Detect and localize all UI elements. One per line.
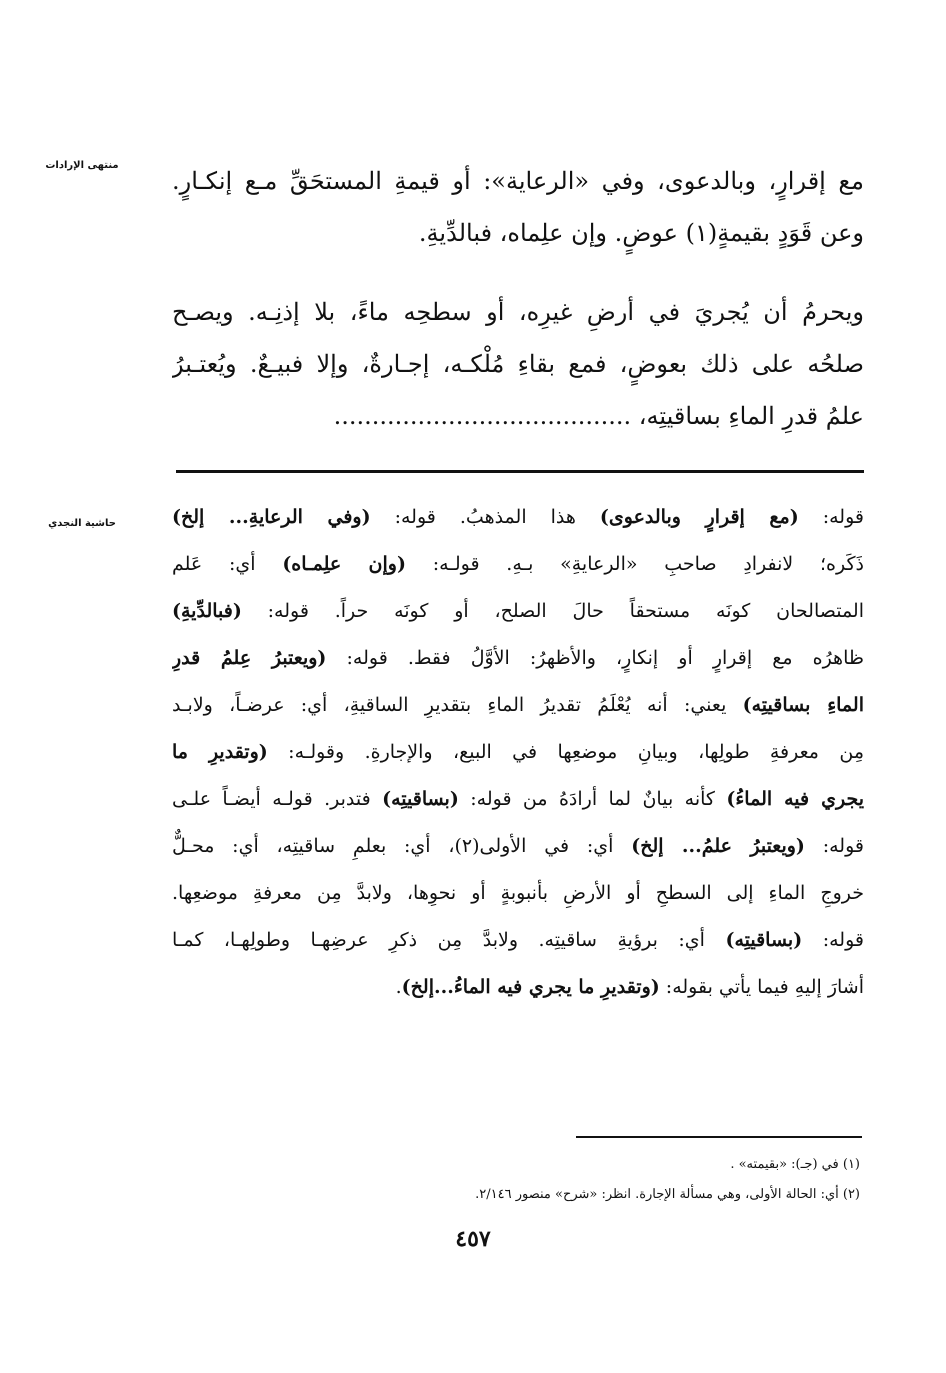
commentary-text: أي: في الأولى(٢)، أي: بعلمِ ساقيتِه، أي: محـلٌّ — [172, 835, 632, 857]
footnote-divider — [576, 1136, 862, 1138]
quoted-matn-phrase: الماءِ بساقيتِه) — [742, 694, 864, 716]
hashiya-line — [172, 870, 864, 917]
side-label-main-title: منتهى الإرادات — [45, 160, 119, 171]
footnote-2: (٢) أي: الحالة الأولى، وهي مسألة الإجارة. انظر: «شرح» منصور ٢/١٤٦. — [475, 1187, 860, 1202]
quoted-matn-phrase: (وإن علِمـاه) — [282, 553, 406, 575]
commentary-text: قوله: — [798, 506, 864, 528]
footnote-1: (١) في (جـ): «بقيمته» . — [730, 1157, 860, 1172]
commentary-text: ظاهرُه مع إقرارٍ أو إنكارٍ، والأظهرُ: الأوَّلُ فقط. قوله: — [326, 647, 864, 669]
main-text-line: صلحُه على ذلك بعوضٍ، فمع بقاءِ مُلْكـه، إجـارةٌ، وإلا فبيـعٌ. ويُعتـبرُ — [172, 350, 864, 378]
quoted-matn-phrase: (مع إقرارٍ وبالدعوى) — [599, 506, 799, 528]
commentary-text: قوله: — [802, 929, 864, 951]
commentary-text: مِن معرفةِ طولِها، وبيانِ موضعِها في البيع، والإجارةِ. وقولـه: — [267, 741, 864, 763]
hashiya-line — [172, 494, 864, 541]
hashiya-line — [172, 541, 864, 588]
commentary-text: أي: عَلم — [172, 553, 283, 575]
hashiya-line — [172, 588, 864, 635]
main-text-line: علمُ قدرِ الماءِ بساقيتِه، ....................................... — [333, 402, 864, 430]
commentary-text: أشارَ إليهِ فيما يأتي بقوله: — [659, 976, 864, 998]
commentary-text: المتصالحان كونَه مستحقاً حالَ الصلح، أو كونَه حراً. قوله: — [241, 600, 864, 622]
commentary-text: كأنه بيانٌ لما أرادَهُ من قوله: — [458, 788, 727, 810]
quoted-matn-phrase: (وتقديرِ ما يجري فيه الماءُ...إلخ) — [401, 976, 660, 998]
hashiya-line — [172, 823, 864, 870]
hashiya-line — [172, 682, 864, 729]
main-text-line: وعن قَوَدٍ بقيمةٍ(١) عوضٍ. وإن علِماه، فبالدِّيةِ. — [418, 219, 864, 247]
quoted-matn-phrase: (وتقديرِ ما — [172, 741, 268, 763]
hashiya-line — [172, 776, 864, 823]
main-text-paragraph-2 — [172, 286, 864, 442]
main-text-line: مع إقرارٍ، وبالدعوى، وفي «الرعاية»: أو قيمةِ المستحَقِّ مـع إنكـارٍ. — [172, 167, 864, 195]
commentary-text: ذَكَره؛ لانفرادِ صاحبِ «الرعايةِ» بـهِ. قولـه: — [405, 553, 864, 575]
commentary-text: . — [395, 976, 402, 998]
hashiya-line — [172, 729, 864, 776]
side-label-hashiya-title: حاشية النجدي — [48, 518, 116, 529]
quoted-matn-phrase: (وفي الرعايةِ... إلخ) — [172, 506, 371, 528]
main-text-paragraph-1 — [172, 155, 864, 259]
quoted-matn-phrase: (ويعتبرُ علمُ... إلخ) — [631, 835, 805, 857]
quoted-matn-phrase: (بساقيتِه) — [382, 788, 459, 810]
commentary-text: يعني: أنه يُعْلَمُ تقديرُ الماءِ بتقديرِ الساقيةِ، أي: عرضـاً، ولابـد — [172, 694, 743, 716]
quoted-matn-phrase: (ويعتبرُ عِلمُ قدرِ — [172, 647, 327, 669]
commentary-text: خروجِ الماءِ إلى السطحِ أو الأرضِ بأنبوبةٍ أو نحوِها، ولابدَّ مِن معرفةِ موضعِها. — [172, 882, 864, 904]
main-text-line: ويحرمُ أن يُجريَ في أرضِ غيرِه، أو سطحِه ماءً، بلا إذنِـه. ويصـح — [172, 298, 864, 326]
hashiya-line — [172, 635, 864, 682]
hashiya-line — [172, 964, 864, 1011]
commentary-text: قوله: — [804, 835, 864, 857]
quoted-matn-phrase: يجري فيه الماءُ) — [726, 788, 864, 810]
commentary-text: هذا المذهبُ. قوله: — [370, 506, 600, 528]
quoted-matn-phrase: (فبالدِّيةِ) — [172, 600, 242, 622]
footnotes — [260, 1150, 860, 1210]
quoted-matn-phrase: (بساقيتِه) — [725, 929, 803, 951]
commentary-text: فتدبر. قولـه أيضـاً علـى — [172, 788, 383, 810]
page-number: ٤٥٧ — [455, 1226, 491, 1252]
commentary-text: أي: برؤيةِ ساقيتِه. ولابدَّ مِن ذكرِ عرضِهـا وطولِهـا، كمـا — [172, 929, 726, 951]
hashiya-commentary — [172, 494, 864, 1011]
main-text-divider — [176, 470, 864, 473]
hashiya-line — [172, 917, 864, 964]
